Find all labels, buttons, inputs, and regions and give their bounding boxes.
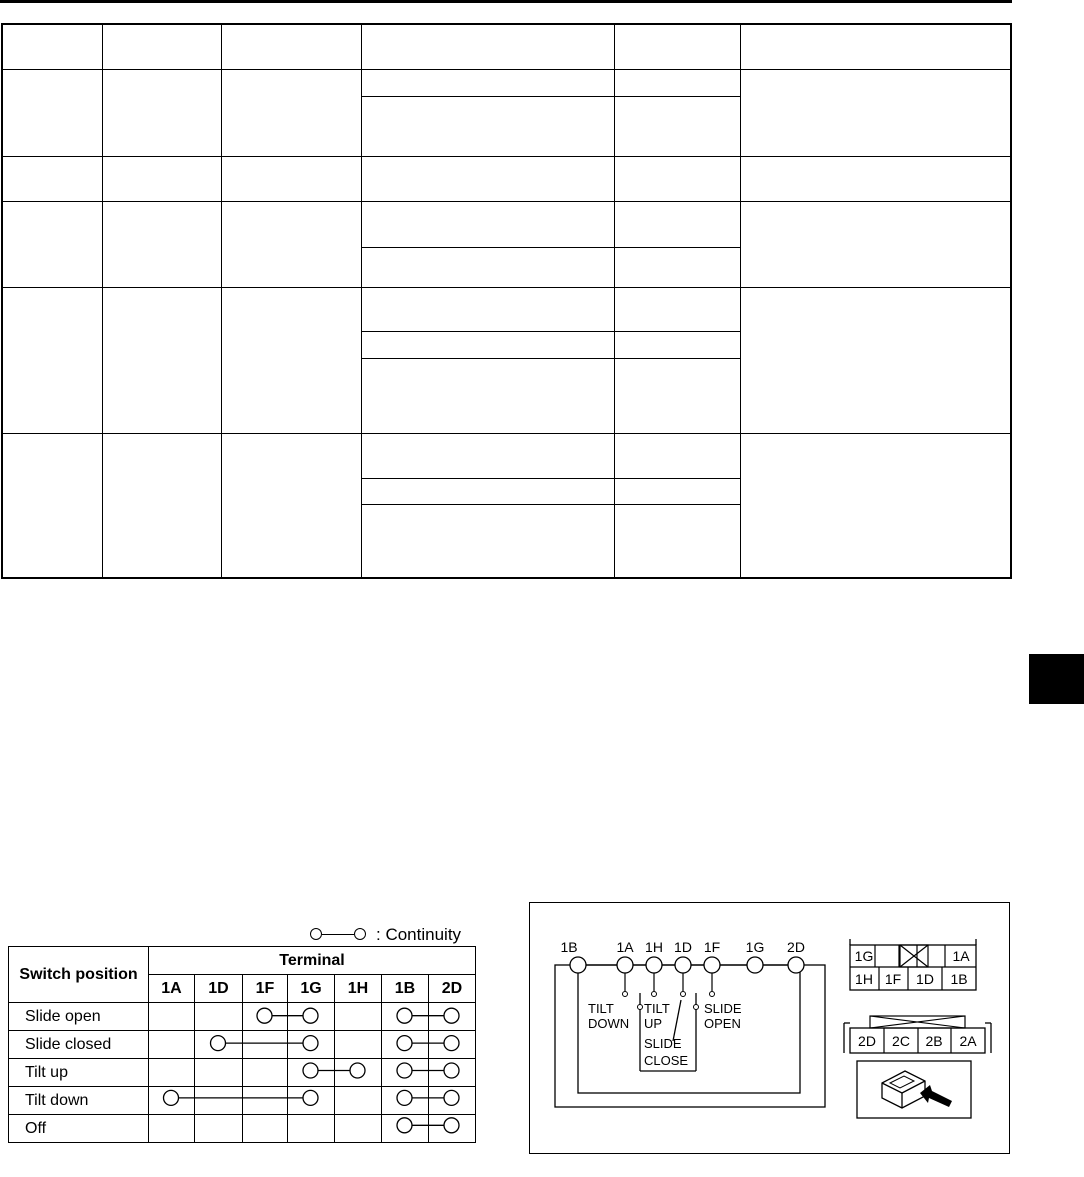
table-row bbox=[9, 1031, 476, 1059]
switch-contact-icon bbox=[623, 992, 628, 997]
connector-pin-label: 2A bbox=[959, 1033, 977, 1049]
slide-close-label: SLIDE bbox=[644, 1036, 682, 1051]
table-subrow-divider bbox=[362, 247, 740, 248]
connector-pin-label: 1F bbox=[884, 971, 902, 987]
switch-position-label: Tilt up bbox=[9, 1059, 149, 1087]
switch-position-label: Off bbox=[9, 1115, 149, 1143]
table-column-divider bbox=[221, 25, 222, 577]
switch-contact-icon bbox=[710, 992, 715, 997]
terminal-label: 1G bbox=[745, 939, 765, 955]
continuity-legend bbox=[310, 924, 461, 946]
terminal-circle-icon bbox=[788, 957, 804, 973]
table-row bbox=[9, 1115, 476, 1143]
table-subrow-divider bbox=[362, 331, 740, 332]
terminal-circle-icon bbox=[646, 957, 662, 973]
page-top-rule bbox=[0, 0, 1012, 3]
connector-pin-label: 2B bbox=[925, 1033, 943, 1049]
connector-pin-label: 1D bbox=[916, 971, 934, 987]
terminal-column-header: 1F bbox=[243, 975, 288, 1003]
table-subrow-divider bbox=[362, 478, 740, 479]
slide-open-label: OPEN bbox=[704, 1016, 741, 1031]
terminal-label: 1A bbox=[616, 939, 634, 955]
terminal-column-header: 1G bbox=[288, 975, 335, 1003]
switch-position-header: Switch position bbox=[9, 947, 149, 1003]
table-row bbox=[9, 1003, 476, 1031]
switch-position-label: Tilt down bbox=[9, 1087, 149, 1115]
table-subrow-divider bbox=[362, 504, 740, 505]
circuit-outline bbox=[555, 965, 825, 1107]
terminal-circle-icon bbox=[747, 957, 763, 973]
section-index-tab bbox=[1029, 654, 1084, 704]
terminal-column-header: 2D bbox=[429, 975, 476, 1003]
connector-pin-label: 2D bbox=[858, 1033, 876, 1049]
switch-position-label: Slide open bbox=[9, 1003, 149, 1031]
table-column-divider bbox=[361, 25, 362, 577]
table-row-divider bbox=[3, 433, 1010, 434]
terminal-circle-icon bbox=[704, 957, 720, 973]
switch-circuit-diagram bbox=[529, 902, 1010, 1154]
terminal-column-header: 1B bbox=[382, 975, 429, 1003]
terminal-label: 1F bbox=[703, 939, 721, 955]
terminal-column-header: 1A bbox=[149, 975, 195, 1003]
connector-pin-label: 1A bbox=[952, 948, 970, 964]
table-row bbox=[9, 1087, 476, 1115]
switch-position-label: Slide closed bbox=[9, 1031, 149, 1059]
tilt-up-label: TILT bbox=[644, 1001, 670, 1016]
terminal-label: 1B bbox=[560, 939, 578, 955]
terminal-label: 2D bbox=[787, 939, 805, 955]
table-row-divider bbox=[3, 156, 1010, 157]
connector-pin-label: 1G bbox=[854, 948, 874, 964]
switch-contact-icon bbox=[652, 992, 657, 997]
table-column-divider bbox=[614, 25, 615, 577]
connector-plug-icon bbox=[882, 1071, 925, 1108]
switch-contact-icon bbox=[681, 992, 686, 997]
table-column-divider bbox=[740, 25, 741, 577]
table-row-divider bbox=[3, 69, 1010, 70]
continuity-symbol-icon bbox=[310, 925, 366, 945]
terminal-header: Terminal bbox=[149, 947, 476, 975]
switch-blade-icon bbox=[673, 1000, 681, 1041]
continuity-legend-text: : Continuity bbox=[376, 925, 462, 944]
connector-pin-label: 1H bbox=[855, 971, 873, 987]
slide-open-label: SLIDE bbox=[704, 1001, 742, 1016]
inspection-table bbox=[1, 23, 1012, 579]
table-row-divider bbox=[3, 201, 1010, 202]
terminal-column-header: 1D bbox=[195, 975, 243, 1003]
table-row-divider bbox=[3, 287, 1010, 288]
tilt-down-label: DOWN bbox=[588, 1016, 630, 1031]
terminal-column-header: 1H bbox=[335, 975, 382, 1003]
circuit-drawing bbox=[530, 903, 1011, 1155]
table-subrow-divider bbox=[362, 96, 740, 97]
connector-pin-label: 2C bbox=[892, 1033, 910, 1049]
table-subrow-divider bbox=[362, 358, 740, 359]
table-column-divider bbox=[102, 25, 103, 577]
table-row bbox=[9, 1059, 476, 1087]
connector-pin-label: 1B bbox=[950, 971, 968, 987]
tilt-up-label: UP bbox=[644, 1016, 663, 1031]
tilt-down-label: TILT bbox=[588, 1001, 614, 1016]
terminal-label: 1D bbox=[674, 939, 692, 955]
slide-close-label: CLOSE bbox=[644, 1053, 689, 1068]
terminal-circle-icon bbox=[570, 957, 586, 973]
switch-continuity-table bbox=[8, 946, 476, 1143]
switch-contact-icon bbox=[694, 1005, 699, 1010]
terminal-label: 1H bbox=[645, 939, 663, 955]
terminal-circle-icon bbox=[675, 957, 691, 973]
terminal-circle-icon bbox=[617, 957, 633, 973]
switch-contact-icon bbox=[638, 1005, 643, 1010]
